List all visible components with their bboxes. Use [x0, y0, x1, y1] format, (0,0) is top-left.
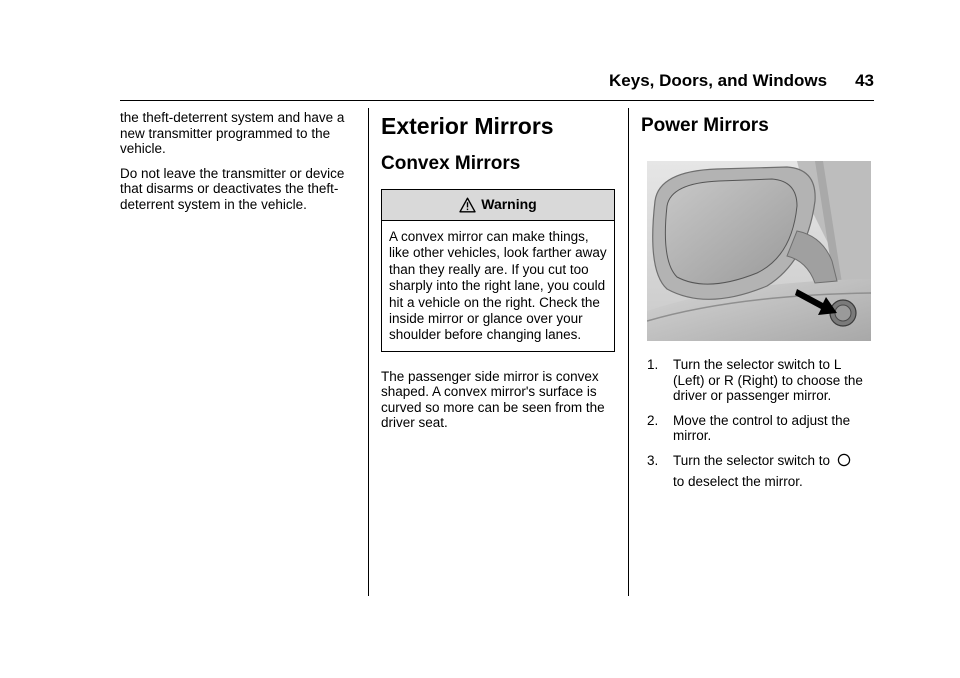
passenger-mirror-paragraph: The passenger side mirror is convex shaped. A convex mirror's surface is curved so more can be seen from the driver seat. — [381, 368, 605, 431]
exterior-mirrors-heading: Exterior Mirrors — [381, 113, 554, 139]
column-1 — [120, 110, 356, 221]
running-header — [609, 71, 874, 91]
warning-box — [381, 189, 615, 352]
step-3 — [641, 453, 873, 490]
step-1 — [641, 357, 873, 404]
step-text: Turn the selector switch to — [673, 452, 831, 468]
step-number: 3. — [647, 452, 659, 468]
step-text: Turn the selector switch to L (Left) or R (Right) to choose the driver or passenger mirror. — [673, 357, 863, 403]
theft-deterrent-paragraph: the theft-deterrent system and have a new transmitter programmed to the vehicle. — [120, 110, 345, 156]
mirror-control-illustration — [647, 161, 871, 341]
section-title: Keys, Doors, and Windows — [609, 71, 828, 90]
column-divider-2 — [628, 108, 629, 596]
warning-label: Warning — [481, 196, 537, 213]
instruction-steps — [641, 357, 873, 490]
column-divider-1 — [368, 108, 369, 596]
header-rule — [120, 100, 874, 101]
step-number: 2. — [647, 412, 659, 428]
step-2 — [641, 413, 873, 444]
convex-mirrors-heading: Convex Mirrors — [381, 153, 521, 174]
step-number: 1. — [647, 357, 659, 372]
warning-triangle-icon — [459, 197, 476, 213]
page-number: 43 — [855, 71, 874, 90]
step-text: Move the control to adjust the mirror. — [673, 412, 851, 443]
transmitter-paragraph: Do not leave the transmitter or device that disarms or deactivates the theft-deterrent system in the vehicle. — [120, 165, 345, 212]
step-text-continued: to deselect the mirror. — [673, 474, 803, 489]
off-position-icon — [837, 453, 851, 467]
column-3 — [641, 110, 873, 499]
column-2 — [381, 110, 615, 440]
warning-header — [382, 190, 614, 221]
warning-text: A convex mirror can make things, like other vehicles, look farther away than they really are. If you cut too sharply into the right lane, you could hit a vehicle on the right. Check the inside mirror or glance over your shoulder before changing lanes. — [389, 229, 607, 343]
power-mirrors-heading: Power Mirrors — [641, 115, 769, 136]
